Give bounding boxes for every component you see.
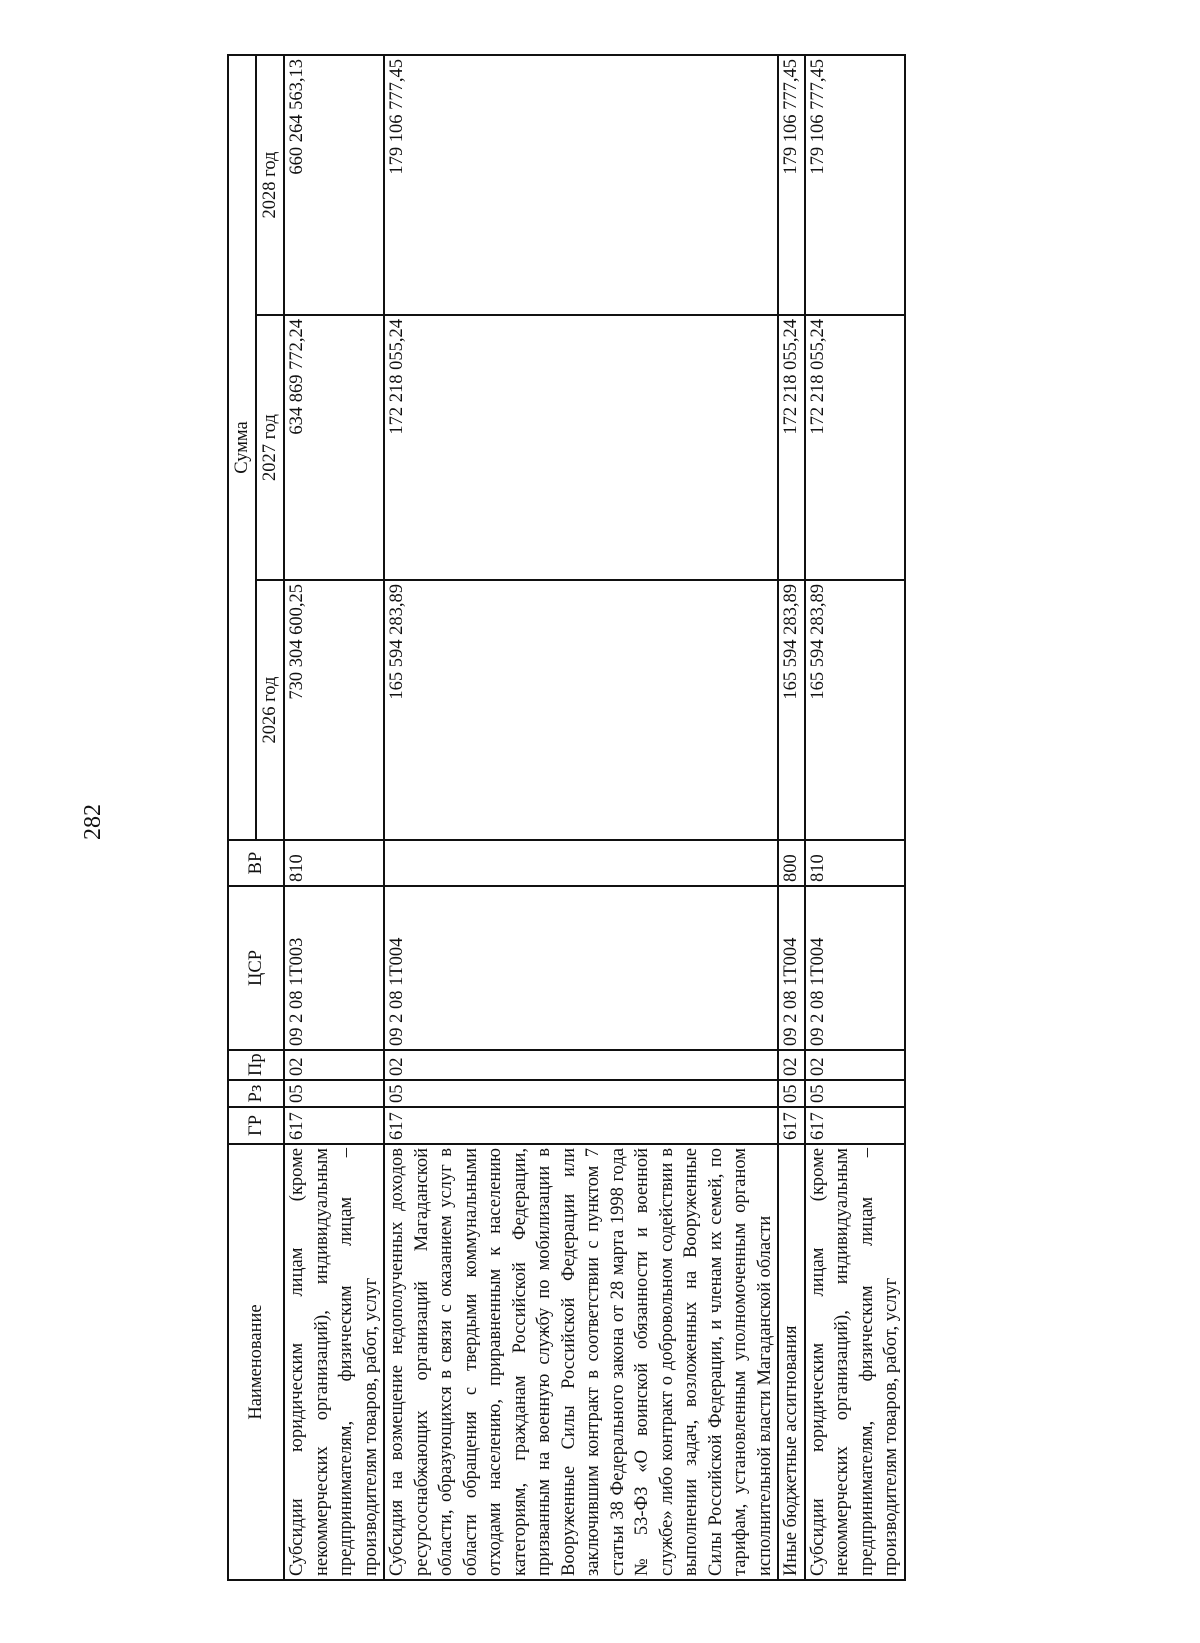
cell-rz: 05 — [804, 1080, 904, 1107]
table-row — [384, 54, 778, 1579]
cell-vr: 810 — [284, 840, 384, 886]
cell-gr: 617 — [284, 1107, 384, 1144]
cell-2028: 179 106 777,45 — [778, 54, 805, 314]
cell-2026: 165 594 283,89 — [778, 580, 805, 840]
budget-table-rotated — [227, 56, 982, 1581]
table-row — [778, 54, 805, 1579]
page-number: 282 — [80, 804, 106, 840]
cell-gr: 617 — [384, 1107, 778, 1144]
cell-rz: 05 — [384, 1080, 778, 1107]
cell-2026: 165 594 283,89 — [384, 580, 778, 840]
header-gr: ГР — [228, 1107, 284, 1144]
cell-vr: 800 — [778, 840, 805, 886]
cell-csr: 09 2 08 1Т004 — [804, 886, 904, 1050]
cell-name: Субсидии юридическим лицам (кроме некоммерческих организаций), индивидуальным предпринимателям, физическим лицам – производителям товаров, работ, услуг — [804, 1144, 904, 1580]
cell-2027: 172 218 055,24 — [804, 315, 904, 580]
header-rz: Рз — [228, 1080, 284, 1107]
cell-2026: 165 594 283,89 — [804, 580, 904, 840]
header-pr: Пр — [228, 1050, 284, 1080]
cell-pr: 02 — [384, 1050, 778, 1080]
cell-pr: 02 — [778, 1050, 805, 1080]
header-row-1 — [228, 54, 256, 1579]
header-vr: ВР — [228, 840, 284, 886]
header-year-2026: 2026 год — [256, 580, 284, 840]
cell-vr — [384, 840, 778, 886]
header-name: Наименование — [228, 1144, 284, 1580]
cell-csr: 09 2 08 1Т004 — [778, 886, 805, 1050]
cell-2027: 172 218 055,24 — [384, 315, 778, 580]
cell-csr: 09 2 08 1Т003 — [284, 886, 384, 1050]
header-sum: Сумма — [228, 54, 256, 839]
cell-name: Субсидия на возмещение недополученных доходов ресурсоснабжающих организаций Магаданской области, образующихся в связи с оказанием услуг в области обращения с твердыми коммунальными отходами населению, приравненным к населению категориям, гражданам Российской Федерации, призванным на военную службу по мобилизации в Вооруженные Силы Российской Федерации или заключившим контракт в соответствии с пунктом 7 статьи 38 Федерального закона от 28 марта 1998 года № 53-ФЗ «О воинской обязанности и военной службе» либо контракт о добровольном содействии в выполнении задач, возложенных на Вооруженные Силы Российской Федерации, и членам их семей, по тарифам, установленным уполномоченным органом исполнительной власти Магаданской области — [384, 1144, 778, 1580]
header-year-2028: 2028 год — [256, 54, 284, 314]
cell-2028: 179 106 777,45 — [384, 54, 778, 314]
cell-2028: 179 106 777,45 — [804, 54, 904, 314]
cell-2026: 730 304 600,25 — [284, 580, 384, 840]
cell-vr: 810 — [804, 840, 904, 886]
cell-rz: 05 — [778, 1080, 805, 1107]
cell-2027: 634 869 772,24 — [284, 315, 384, 580]
cell-pr: 02 — [804, 1050, 904, 1080]
cell-rz: 05 — [284, 1080, 384, 1107]
table-row — [804, 54, 904, 1579]
cell-2027: 172 218 055,24 — [778, 315, 805, 580]
cell-2028: 660 264 563,13 — [284, 54, 384, 314]
cell-pr: 02 — [284, 1050, 384, 1080]
table-row — [284, 54, 384, 1579]
cell-name: Иные бюджетные ассигнования — [778, 1144, 805, 1580]
header-year-2027: 2027 год — [256, 315, 284, 580]
budget-table — [227, 53, 906, 1580]
cell-gr: 617 — [804, 1107, 904, 1144]
cell-gr: 617 — [778, 1107, 805, 1144]
cell-csr: 09 2 08 1Т004 — [384, 886, 778, 1050]
header-csr: ЦСР — [228, 886, 284, 1050]
cell-name: Субсидии юридическим лицам (кроме некоммерческих организаций), индивидуальным предпринимателям, физическим лицам – производителям товаров, работ, услуг — [284, 1144, 384, 1580]
